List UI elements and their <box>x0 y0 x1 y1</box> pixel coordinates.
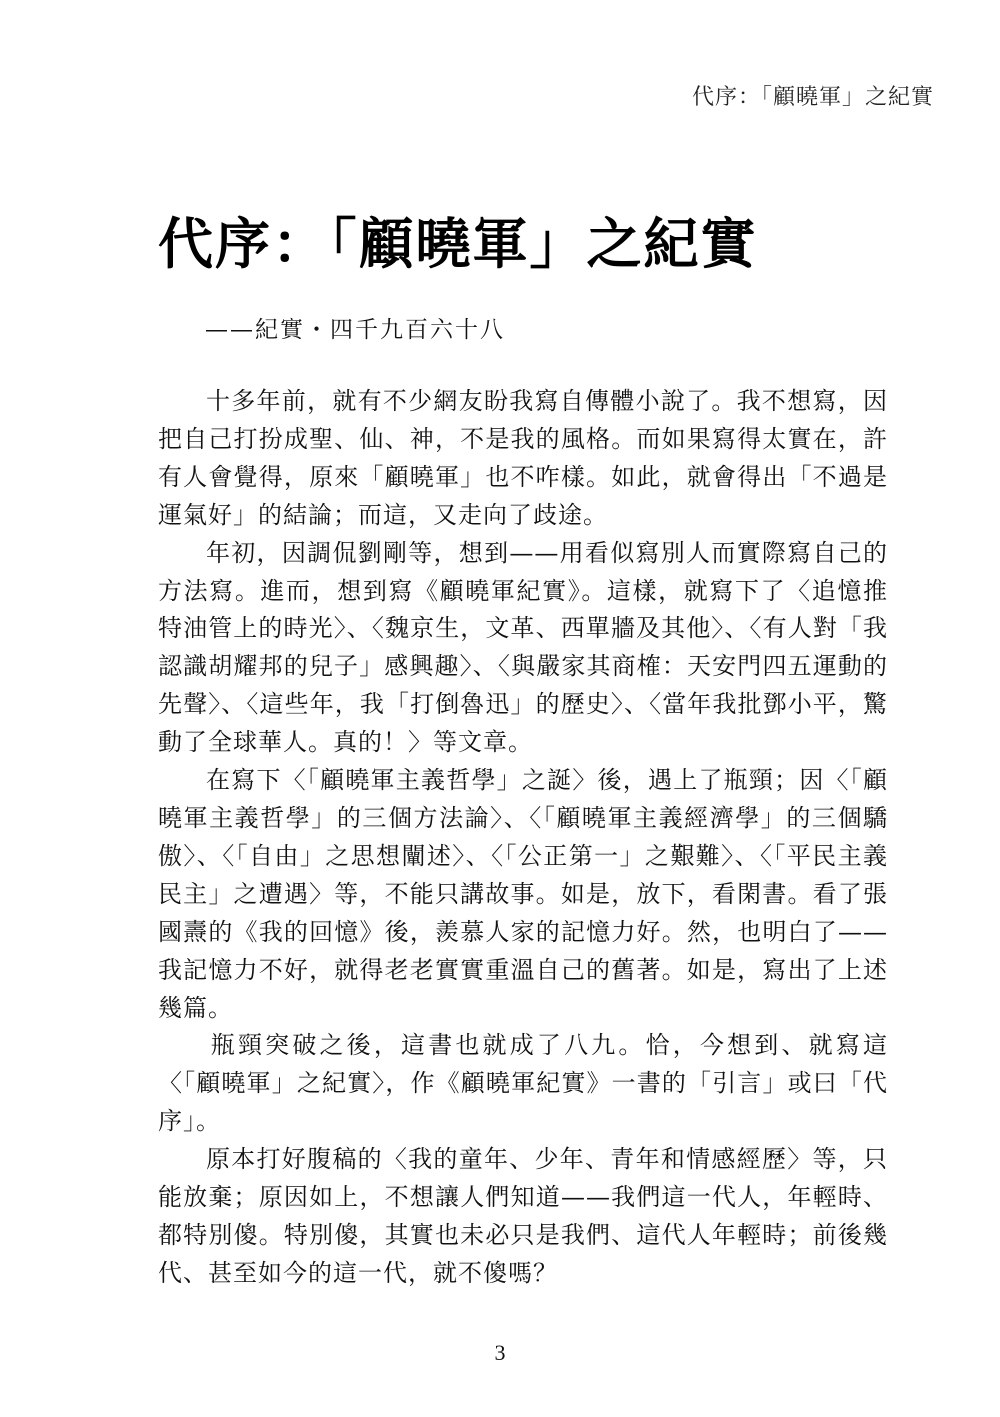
paragraph-2: 年初，因調侃劉剛等，想到——用看似寫別人而實際寫自己的方法寫。進而，想到寫《顧曉軍紀實》。這樣，就寫下了〈追憶推特油管上的時光〉、〈魏京生，文革、西單牆及其他〉、〈有人對「我認識胡耀邦的兒子」感興趣〉、〈與嚴家其商榷：天安門四五運動的先聲〉、〈這些年，我「打倒魯迅」的歷史〉、〈當年我批鄧小平，驚動了全球華人。真的！〉等文章。 <box>158 538 888 757</box>
paragraph-3: 在寫下〈「顧曉軍主義哲學」之誕〉後，遇上了瓶頸；因〈「顧曉軍主義哲學」的三個方法論〉、〈「顧曉軍主義經濟學」的三個驕傲〉、〈「自由」之思想闡述〉、〈「公正第一」之艱難〉、〈「平民主義民主」之遭遇〉等，不能只講故事。如是，放下，看閑書。看了張國燾的《我的回憶》後，羨慕人家的記憶力好。然，也明白了——我記憶力不好，就得老老實實重溫自己的舊著。如是，寫出了上述幾篇。 <box>158 766 888 1022</box>
paragraph-5: 原本打好腹稿的〈我的童年、少年、青年和情感經歷〉等，只能放棄；原因如上，不想讓人們知道——我們這一代人，年輕時、都特別傻。特別傻，其實也未必只是我們、這代人年輕時；前後幾代、甚至如今的這一代，就不傻嗎？ <box>158 1145 888 1287</box>
running-header: 代序：「顧曉軍」之紀實 <box>691 85 934 110</box>
article-title: 代序：「顧曉軍」之紀實 <box>158 212 758 276</box>
paragraph-1: 十多年前，就有不少網友盼我寫自傳體小說了。我不想寫，因把自己打扮成聖、仙、神，不是我的風格。而如果寫得太實在，許有人會覺得，原來「顧曉軍」也不咋樣。如此，就會得出「不過是運氣好」的結論；而這，又走向了歧途。 <box>158 387 888 529</box>
article-body <box>158 383 888 1293</box>
page-number: 3 <box>494 1340 506 1365</box>
paragraph-4: 瓶頸突破之後，這書也就成了八九。恰，今想到、就寫這〈「顧曉軍」之紀實〉，作《顧曉軍紀實》一書的「引言」或曰「代序」。 <box>158 1031 888 1136</box>
article-subtitle: ——紀實・四千九百六十八 <box>205 317 505 343</box>
